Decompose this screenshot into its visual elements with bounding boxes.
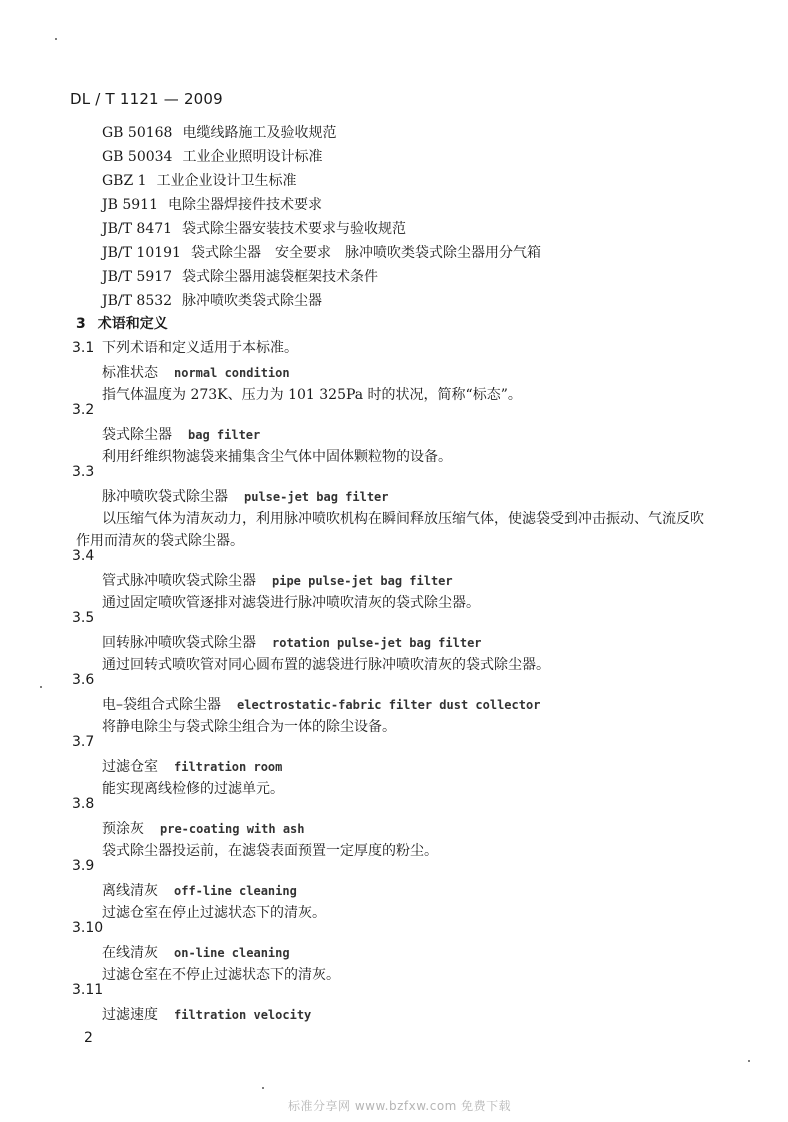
term-english: off-line cleaning: [174, 884, 297, 898]
term-heading: [102, 362, 290, 382]
term-english: pulse-jet bag filter: [244, 490, 389, 504]
term-number: 3.2: [72, 402, 95, 418]
reference-row: [102, 194, 322, 214]
term-definition: 指气体温度为 273K、压力为 101 325Pa 时的状况，简称“标态”。: [102, 387, 522, 403]
term-chinese: 离线清灰: [102, 883, 158, 899]
term-english: on-line cleaning: [174, 946, 290, 960]
term-heading: [102, 424, 260, 444]
term-chinese: 标准状态: [102, 365, 158, 381]
reference-row: [102, 146, 322, 166]
term-heading: [102, 570, 453, 590]
reference-title: 工业企业照明设计标准: [182, 149, 323, 165]
section-intro: 下列术语和定义适用于本标准。: [102, 340, 298, 356]
reference-row: [102, 290, 322, 310]
term-english: electrostatic-fabric filter dust collector: [237, 698, 541, 712]
term-english: pre-coating with ash: [160, 822, 305, 836]
reference-title: 工业企业设计卫生标准: [156, 173, 297, 189]
scan-speck: [40, 686, 42, 688]
term-number: 3.6: [72, 672, 95, 688]
term-english: filtration room: [174, 760, 283, 774]
term-number: 3.11: [72, 982, 104, 998]
term-chinese: 脉冲喷吹袋式除尘器: [102, 489, 228, 505]
term-english: pipe pulse-jet bag filter: [272, 574, 453, 588]
term-definition: 过滤仓室在停止过滤状态下的清灰。: [102, 905, 326, 921]
reference-row: [102, 122, 336, 142]
reference-code: GB 50168: [102, 125, 173, 141]
term-english: normal condition: [174, 366, 290, 380]
reference-title: 袋式除尘器安装技术要求与验收规范: [182, 221, 407, 237]
term-number: 3.5: [72, 610, 95, 626]
term-chinese: 过滤仓室: [102, 759, 158, 775]
term-definition: 以压缩气体为清灰动力，利用脉冲喷吹机构在瞬间释放压缩气体，使滤袋受到冲击振动、气流反吹: [102, 511, 704, 527]
reference-title: 袋式除尘器 安全要求 脉冲喷吹类袋式除尘器用分气箱: [190, 245, 541, 261]
section-title: 术语和定义: [97, 316, 168, 332]
term-number: 3.9: [72, 858, 95, 874]
term-heading: [102, 818, 305, 838]
reference-code: JB 5911: [102, 197, 158, 213]
term-definition: 能实现离线检修的过滤单元。: [102, 781, 284, 797]
term-chinese: 过滤速度: [102, 1007, 158, 1023]
term-heading: [102, 694, 540, 714]
reference-title: 袋式除尘器用滤袋框架技术条件: [182, 269, 379, 285]
term-chinese: 预涂灰: [102, 821, 144, 837]
page-number: 2: [84, 1030, 93, 1046]
term-english: bag filter: [188, 428, 261, 442]
term-number: 3.10: [72, 920, 104, 936]
term-english: rotation pulse-jet bag filter: [272, 636, 482, 650]
watermark-text: 标准分享网 www.bzfxw.com 免费下载: [288, 1099, 512, 1113]
term-heading: [102, 880, 297, 900]
scan-speck: [262, 1087, 264, 1089]
term-definition: 过滤仓室在不停止过滤状态下的清灰。: [102, 967, 340, 983]
term-definition: 通过回转式喷吹管对同心圆布置的滤袋进行脉冲喷吹清灰的袋式除尘器。: [102, 657, 550, 673]
term-heading: [102, 486, 389, 506]
term-heading: [102, 1004, 311, 1024]
reference-code: JB/T 5917: [102, 269, 173, 285]
reference-code: JB/T 10191: [102, 245, 181, 261]
section-heading: [76, 313, 168, 333]
term-heading: [102, 632, 482, 652]
term-chinese: 回转脉冲喷吹袋式除尘器: [102, 635, 256, 651]
reference-row: [102, 218, 406, 238]
term-chinese: 袋式除尘器: [102, 427, 172, 443]
term-number: 3.4: [72, 548, 95, 564]
term-definition: 通过固定喷吹管逐排对滤袋进行脉冲喷吹清灰的袋式除尘器。: [102, 595, 480, 611]
term-chinese: 在线清灰: [102, 945, 158, 961]
reference-title: 电除尘器焊接件技术要求: [167, 197, 322, 213]
term-heading: [102, 756, 282, 776]
reference-code: JB/T 8532: [102, 293, 173, 309]
reference-title: 电缆线路施工及验收规范: [182, 125, 337, 141]
document-id-header: DL / T 1121 — 2009: [70, 90, 223, 108]
reference-row: [102, 266, 378, 286]
reference-code: JB/T 8471: [102, 221, 173, 237]
reference-row: [102, 242, 541, 262]
term-definition: 袋式除尘器投运前，在滤袋表面预置一定厚度的粉尘。: [102, 843, 438, 859]
term-number: 3.1: [72, 340, 95, 356]
section-number: 3: [76, 316, 86, 332]
term-definition: 作用而清灰的袋式除尘器。: [76, 533, 244, 549]
reference-title: 脉冲喷吹类袋式除尘器: [182, 293, 323, 309]
term-number: 3.3: [72, 464, 95, 480]
term-heading: [102, 942, 290, 962]
reference-code: GBZ 1: [102, 173, 147, 189]
term-definition: 利用纤维织物滤袋来捕集含尘气体中固体颗粒物的设备。: [102, 449, 452, 465]
term-chinese: 管式脉冲喷吹袋式除尘器: [102, 573, 256, 589]
reference-row: [102, 170, 297, 190]
term-number: 3.7: [72, 734, 95, 750]
reference-code: GB 50034: [102, 149, 173, 165]
term-number: 3.8: [72, 796, 95, 812]
scan-speck: [748, 1060, 750, 1062]
term-definition: 将静电除尘与袋式除尘组合为一体的除尘设备。: [102, 719, 396, 735]
term-english: filtration velocity: [174, 1008, 312, 1022]
scan-speck: [55, 38, 57, 40]
term-chinese: 电–袋组合式除尘器: [102, 697, 221, 713]
